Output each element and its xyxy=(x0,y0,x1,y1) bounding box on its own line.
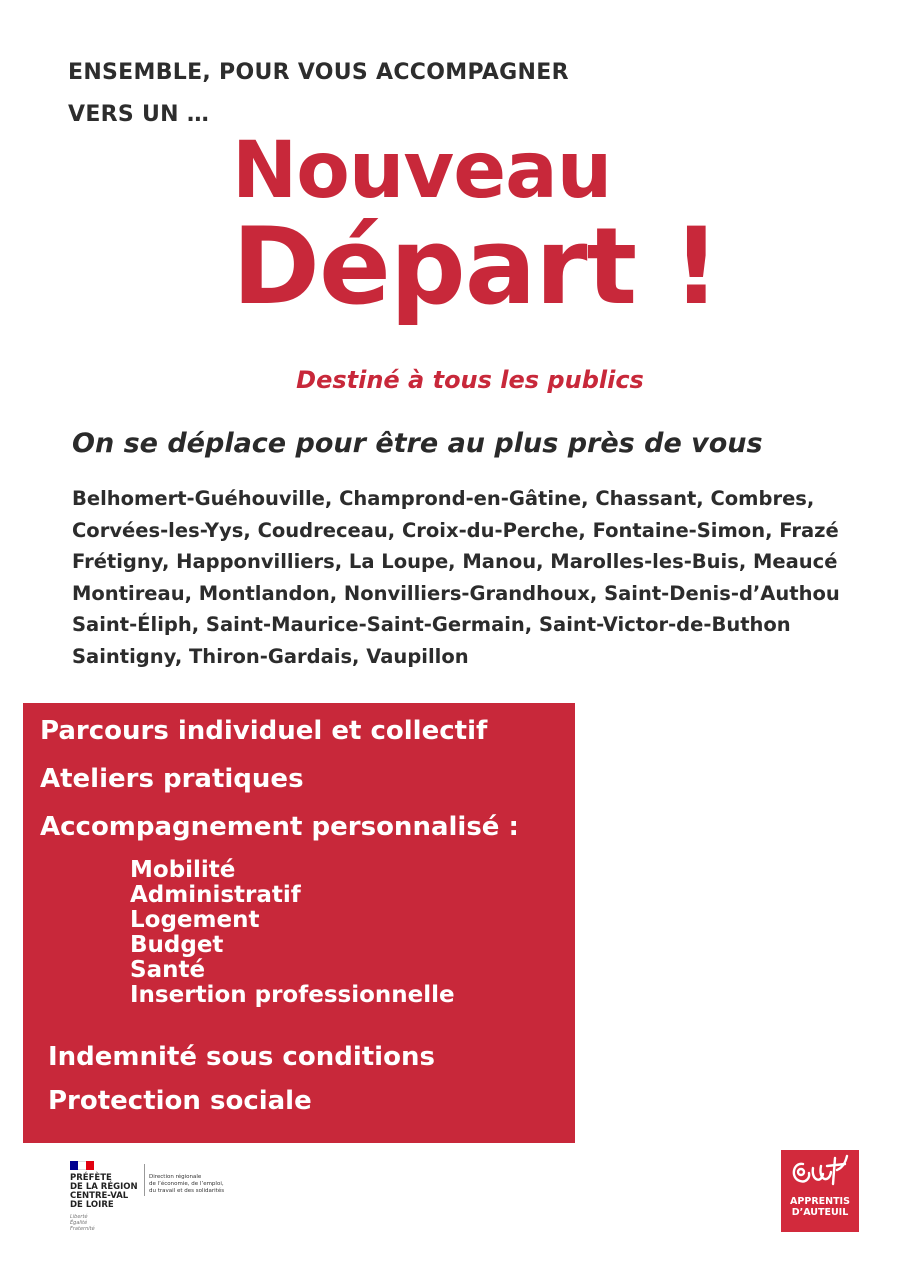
republic-motto xyxy=(70,1214,95,1232)
communes-line: Frétigny, Happonvilliers, La Loupe, Manou, Marolles-les-Buis, Meaucé xyxy=(72,550,838,573)
apprentis-auteuil-logo xyxy=(781,1150,859,1232)
communes-line: Saintigny, Thiron-Gardais, Vaupillon xyxy=(72,644,469,668)
apprentis-auteuil-mark-icon xyxy=(787,1154,853,1190)
dreets-line: de l’économie, de l’emploi, xyxy=(149,1181,224,1187)
sub-item-mobilite: Mobilité xyxy=(130,857,236,883)
service-parcours: Parcours individuel et collectif xyxy=(40,716,488,746)
headline-nouveau: Nouveau xyxy=(232,126,612,216)
prefecture-name xyxy=(70,1174,138,1210)
audience-subtitle: Destiné à tous les publics xyxy=(296,366,644,394)
sub-item-logement: Logement xyxy=(130,907,260,933)
communes-line: Montireau, Montlandon, Nonvilliers-Grandhoux, Saint-Denis-d’Authou xyxy=(72,581,840,605)
sub-item-administratif: Administratif xyxy=(130,882,301,908)
service-protection: Protection sociale xyxy=(48,1086,312,1116)
headline-depart: Départ ! xyxy=(232,205,720,328)
motto-line: Liberté xyxy=(70,1214,88,1220)
prefecture-logo xyxy=(70,1158,310,1238)
sub-item-insertion: Insertion professionnelle xyxy=(130,982,455,1008)
apprentis-auteuil-name xyxy=(781,1196,859,1218)
intro-line-1: ENSEMBLE, POUR VOUS ACCOMPAGNER xyxy=(68,60,569,85)
motto-line: Fraternité xyxy=(70,1226,95,1232)
dreets-name xyxy=(149,1174,224,1195)
prefecture-line: PRÉFÈTE xyxy=(70,1173,112,1183)
dreets-line: du travail et des solidarités xyxy=(149,1188,225,1194)
dreets-line: Direction régionale xyxy=(149,1174,202,1180)
prefecture-line: DE LOIRE xyxy=(70,1200,114,1210)
service-indemnite: Indemnité sous conditions xyxy=(48,1042,435,1072)
french-flag-icon xyxy=(70,1161,94,1170)
prefecture-line: DE LA RÉGION xyxy=(70,1182,138,1192)
communes-line: Corvées-les-Yys, Coudreceau, Croix-du-Perche, Fontaine-Simon, Frazé xyxy=(72,518,839,542)
communes-line: Belhomert-Guéhouville, Champrond-en-Gâtine, Chassant, Combres, xyxy=(72,487,815,510)
tagline: On se déplace pour être au plus près de vous xyxy=(72,428,763,459)
service-ateliers: Ateliers pratiques xyxy=(40,764,304,794)
communes-line: Saint-Éliph, Saint-Maurice-Saint-Germain, Saint-Victor-de-Buthon xyxy=(72,613,791,636)
accompagnement-sub-list xyxy=(130,858,455,1008)
motto-line: Égalité xyxy=(70,1220,88,1226)
intro-line-2: VERS UN … xyxy=(68,102,210,127)
logo-divider xyxy=(144,1164,145,1196)
prefecture-line: CENTRE-VAL xyxy=(70,1191,129,1201)
logo-line: APPRENTIS xyxy=(790,1196,850,1207)
communes-list xyxy=(72,483,840,672)
services-panel xyxy=(23,703,575,1143)
sub-item-budget: Budget xyxy=(130,932,224,958)
service-accompagnement: Accompagnement personnalisé : xyxy=(40,812,519,842)
sub-item-sante: Santé xyxy=(130,957,206,983)
logo-line: D’AUTEUIL xyxy=(791,1207,849,1218)
